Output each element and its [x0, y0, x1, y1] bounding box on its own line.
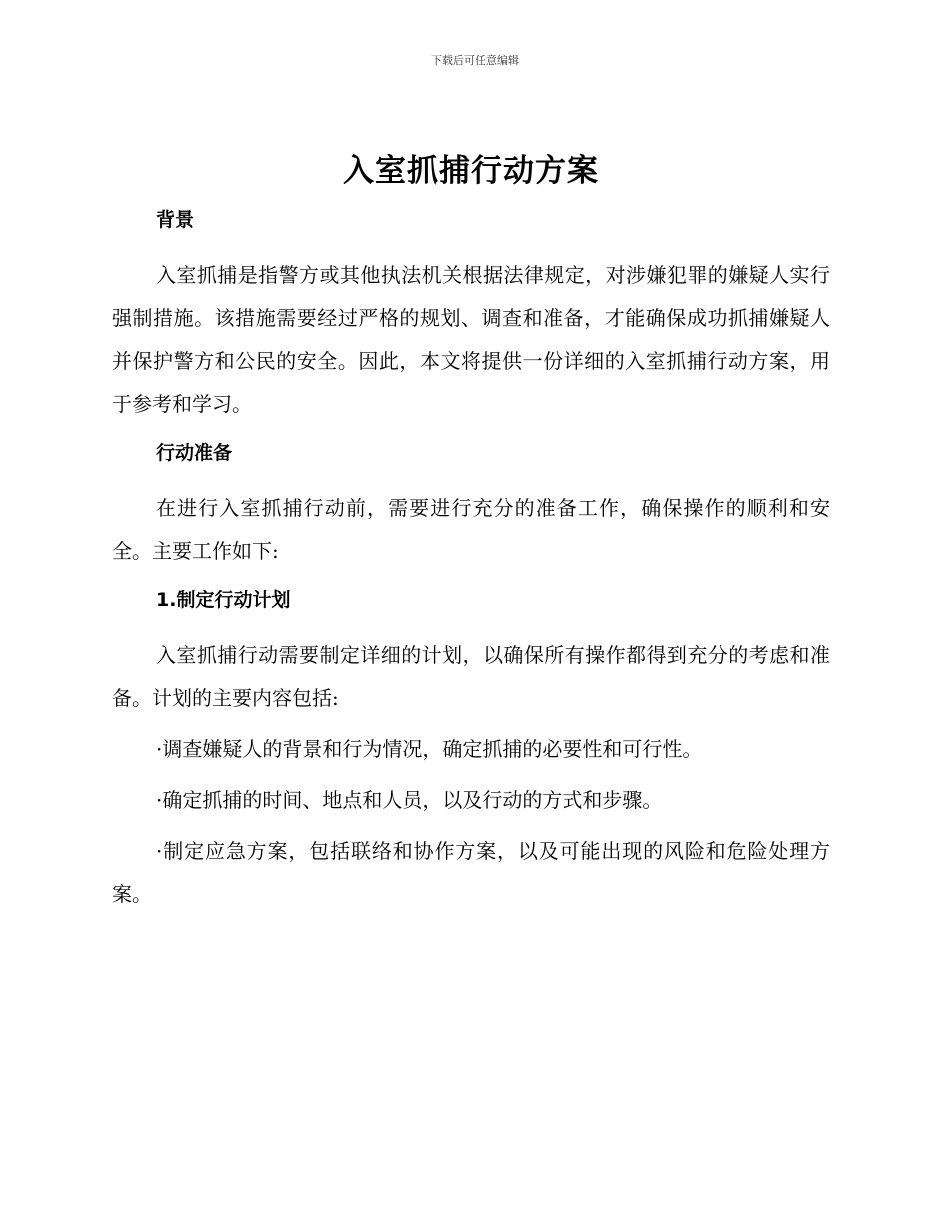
background-paragraph: 入室抓捕是指警方或其他执法机关根据法律规定，对涉嫌犯罪的嫌疑人实行强制措施。该措施需要经过严格的规划、调查和准备，才能确保成功抓捕嫌疑人并保护警方和公民的安全。因此，本文将提供一份详细的入室抓捕行动方案，用于参考和学习。 [112, 263, 830, 416]
bullet-text: 调查嫌疑人的背景和行为情况，确定抓捕的必要性和可行性。 [162, 737, 703, 761]
bullet-mark: · [156, 839, 163, 863]
plan-bullet-item [112, 830, 830, 916]
plan-bullet-item [112, 728, 830, 771]
section-heading-background: 背景 [156, 209, 195, 231]
bullet-text: 制定应急方案，包括联络和协作方案，以及可能出现的风险和危险处理方案。 [112, 839, 830, 906]
plan-bullet-item [112, 779, 830, 822]
bullet-text: 确定抓捕的时间、地点和人员，以及行动的方式和步骤。 [162, 788, 663, 812]
page-header: 下载后可任意编辑 [431, 54, 519, 67]
document-body [112, 146, 830, 916]
section-heading-preparation: 行动准备 [156, 442, 233, 464]
bullet-mark: · [156, 737, 163, 761]
section-heading-plan: 1.制定行动计划 [156, 589, 291, 611]
bullet-mark: · [156, 788, 163, 812]
plan-paragraph: 入室抓捕行动需要制定详细的计划，以确保所有操作都得到充分的考虑和准备。计划的主要内容包括: [112, 643, 830, 710]
preparation-paragraph: 在进行入室抓捕行动前，需要进行充分的准备工作，确保操作的顺利和安全。主要工作如下: [112, 496, 830, 563]
document-title: 入室抓捕行动方案 [343, 153, 599, 189]
